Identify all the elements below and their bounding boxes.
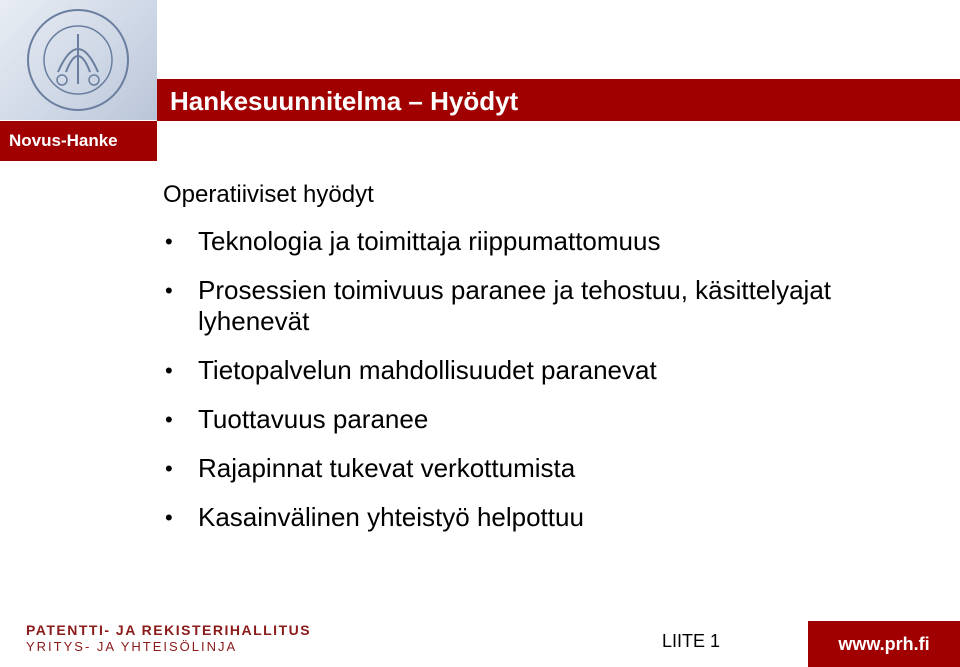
org-name: PATENTTI- JA REKISTERIHALLITUS — [26, 622, 312, 638]
list-item: • Teknologia ja toimittaja riippumattomuus — [163, 226, 943, 257]
slide-title: Hankesuunnitelma – Hyödyt — [170, 86, 519, 116]
list-item: • Tietopalvelun mahdollisuudet paranevat — [163, 355, 943, 386]
footer-org-logo — [26, 622, 311, 654]
patent-office-seal-icon — [18, 6, 138, 114]
attachment-label: LIITE 1 — [662, 631, 721, 651]
list-item: • Prosessien toimivuus paranee ja tehostuu, käsittelyajat lyhenevät — [163, 275, 943, 337]
project-tag: Novus-Hanke — [0, 121, 157, 161]
header-logo-area — [0, 0, 157, 120]
section-heading: Operatiiviset hyödyt — [163, 181, 374, 208]
benefits-list — [163, 226, 943, 551]
title-bar — [157, 79, 960, 121]
list-item: • Rajapinnat tukevat verkottumista — [163, 453, 943, 484]
org-division: YRITYS- JA YHTEISÖLINJA — [26, 639, 238, 654]
website-link[interactable]: www.prh.fi — [808, 621, 960, 667]
list-item: • Tuottavuus paranee — [163, 404, 943, 435]
list-item: • Kasainvälinen yhteistyö helpottuu — [163, 502, 943, 533]
